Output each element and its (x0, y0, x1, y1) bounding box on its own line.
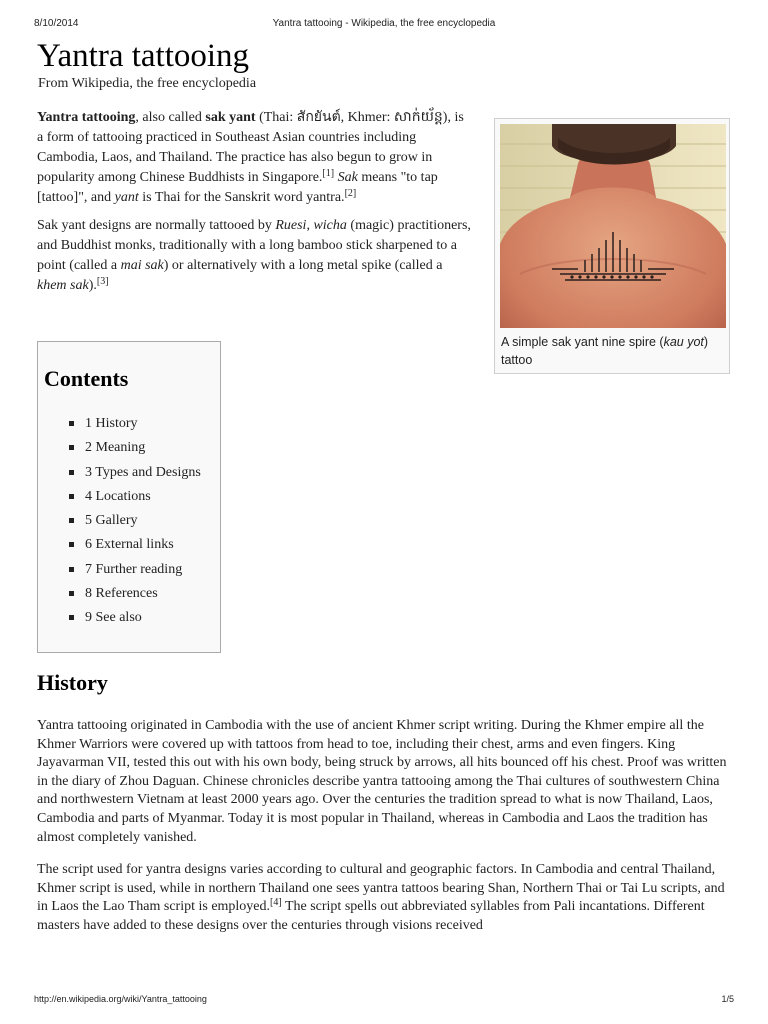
print-header (34, 18, 734, 32)
toc-title: Contents (44, 366, 129, 391)
intro-paragraph-1: Yantra tattooing, also called sak yant (Thai: สักยันต์, Khmer: សាក់យ័ន្ត), is a form of tattooing practiced in Southeast Asian countries including Cambodia, Laos, and Thailand. The practice has also begun to grow in popularity among Chinese Buddhists in Singapore.[1] Sak means "to tap [tattoo]", and yant is Thai for the Sanskrit word yantra.[2] (37, 110, 464, 205)
reference-link[interactable]: [2] (344, 188, 357, 199)
section-heading-history: History (37, 670, 108, 695)
print-page-title: Yantra tattooing - Wikipedia, the free encyclopedia (272, 18, 496, 29)
article-title: Yantra tattooing (37, 38, 250, 74)
bold-term: sak yant (205, 110, 256, 125)
tattoo-photo-illustration (500, 124, 726, 328)
history-paragraph-2: The script used for yantra designs varies according to cultural and geographic factors. In Cambodia and central Thailand, Khmer script is used, while in northern Thailand one sees yantra tattoos bearing Shan, Northern Thai or Tai Lu scripts, and in Laos the Lao Tham script is employed.[4] The script spells out abbreviated syllables from Pali incantations. Different masters have added to these designs over the centuries through visions received (37, 862, 725, 933)
reference-link[interactable]: [4] (270, 897, 282, 909)
toc-item-external-links[interactable]: 6 External links (66, 535, 201, 559)
toc-item-see-also[interactable]: 9 See also (66, 608, 201, 632)
bold-term: Yantra tattooing (37, 110, 136, 125)
table-of-contents (37, 341, 221, 653)
toc-item-locations[interactable]: 4 Locations (66, 487, 201, 511)
infobox-image (494, 118, 730, 374)
reference-link[interactable]: [3] (96, 276, 109, 287)
print-footer (34, 994, 734, 1008)
toc-item-history[interactable]: 1 History (66, 414, 201, 438)
history-section (37, 717, 731, 950)
toc-item-types-and-designs[interactable]: 3 Types and Designs (66, 463, 201, 487)
article-subtitle: From Wikipedia, the free encyclopedia (38, 76, 257, 91)
intro-section (37, 108, 473, 304)
print-page-number: 1/5 (721, 994, 734, 1004)
toc-item-gallery[interactable]: 5 Gallery (66, 511, 201, 535)
reference-link[interactable]: [1] (322, 168, 335, 179)
infobox-caption: A simple sak yant nine spire (kau yot) tattoo (501, 335, 709, 367)
toc-item-references[interactable]: 8 References (66, 584, 201, 608)
print-date: 8/10/2014 (34, 18, 79, 29)
intro-paragraph-2: Sak yant designs are normally tattooed by Ruesi, wicha (magic) practitioners, and Buddhist monks, traditionally with a long bamboo stick sharpened to a point (called a mai sak) or alternatively with a long metal spike (called a khem sak).[3] (37, 218, 471, 293)
toc-list (66, 414, 201, 633)
toc-item-meaning[interactable]: 2 Meaning (66, 438, 201, 462)
print-url: http://en.wikipedia.org/wiki/Yantra_tattooing (34, 994, 207, 1004)
history-paragraph-1: Yantra tattooing originated in Cambodia with the use of ancient Khmer script writing. During the Khmer empire all the Khmer Warriors were covered up with tattoos from head to toe, including their chest, arms and even fingers. King Jayavarman VII, tested this out with his own body, being struck by arrows, all hits bounced off his chest. Proof was written in the diary of Zhou Daguan. Chinese chronicles describe yantra tattooing among the Thai cultures of southwestern China and northwestern Vietnam at least 2000 years ago. Over the centuries the tradition spread to what is now Thailand, Laos, Cambodia and parts of Myanmar. Today it is most popular in Thailand, whereas in Cambodia and Laos the tradition has almost completely vanished. (37, 718, 727, 845)
tattoo-photo[interactable] (500, 124, 726, 328)
toc-item-further-reading[interactable]: 7 Further reading (66, 560, 201, 584)
